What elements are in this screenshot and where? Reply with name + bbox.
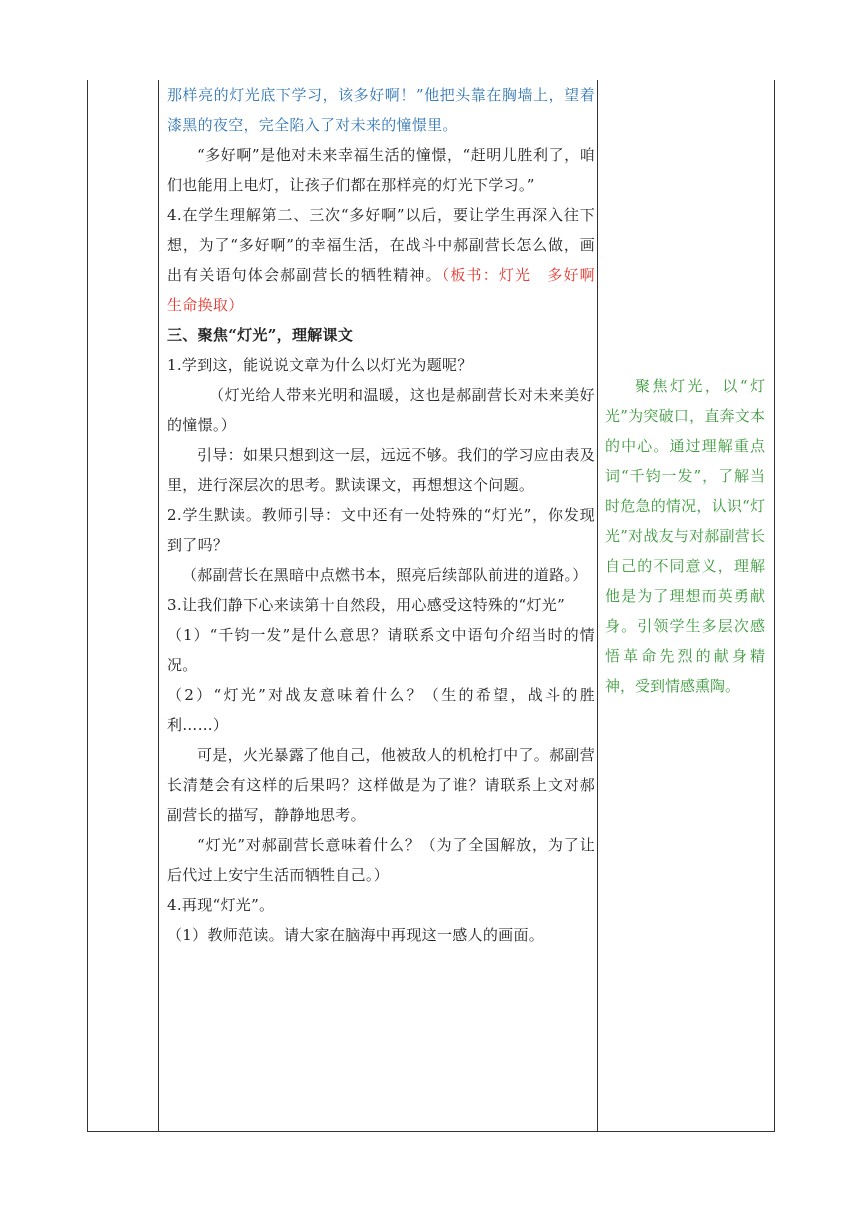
table-divider-2: [597, 80, 598, 1132]
step-4-text: 4.在学生理解第二、三次“多好啊”以后，要让学生再深入往下想，为了“多好啊”的幸福生活，在战斗中郝副营长怎么做，画出有关语句体会郝副营长的牺牲精神。: [167, 206, 595, 284]
design-intent-note: 聚焦灯光，以“灯光”为突破口，直奔文本的中心。通过理解重点词“千钧一发”，了解当时危急的情况，认识“灯光”对战友与对郝副营长自己的不同意义，理解他是为了理想而英勇献身。引领学生多层次感悟革命先烈的献身精神，受到情感熏陶。: [605, 377, 765, 695]
paragraph-firelight: 可是，火光暴露了他自己，他被敌人的机枪打中了。郝副营长清楚会有这样的后果吗？这样做是为了谁？请联系上文对郝副营长的描写，静静地思考。: [167, 746, 595, 824]
teaching-process-cell: [167, 80, 611, 950]
question-3: 3.让我们静下心来读第十自然段，用心感受这特殊的“灯光”: [167, 596, 566, 614]
table-border-right: [774, 80, 775, 1132]
question-4: 4.再现“灯光”。: [167, 896, 275, 914]
question-1: 1.学到这，能说说文章为什么以灯光为题呢？: [167, 356, 473, 374]
step-4-paragraph: [167, 200, 611, 320]
paragraph-meaning: “灯光”对郝副营长意味着什么？（为了全国解放，为了让后代过上安宁生活而牺牲自己。）: [167, 836, 595, 884]
blackboard-note: （板书：灯光 多好啊 生命换取）: [167, 266, 611, 314]
quote-continuation: 那样亮的灯光底下学习，该多好啊！”他把头靠在胸墙上，望着漆黑的夜空，完全陷入了对未来的憧憬里。: [167, 86, 595, 134]
answer-1: （灯光给人带来光明和温暖，这也是郝副营长对未来美好的憧憬。）: [167, 386, 595, 434]
table-divider-1: [158, 80, 159, 1132]
paragraph-happiness: “多好啊”是他对未来幸福生活的憧憬，“赶明儿胜利了，咱们也能用上电灯，让孩子们都在那样亮的灯光下学习。”: [167, 146, 595, 194]
question-4-1: （1）教师范读。请大家在脑海中再现这一感人的画面。: [167, 926, 545, 944]
question-3-2: （2）“灯光”对战友意味着什么？（生的希望，战斗的胜利……）: [167, 686, 595, 734]
section-3-heading: 三、聚焦“灯光”，理解课文: [167, 326, 354, 344]
question-3-1: （1）“千钧一发”是什么意思？请联系文中语句介绍当时的情况。: [167, 626, 595, 674]
answer-2: （郝副营长在黑暗中点燃书本，照亮后续部队前进的道路。）: [182, 566, 588, 584]
lesson-plan-table: [87, 80, 775, 1132]
design-intent-cell: [605, 371, 765, 701]
question-2: 2.学生默读。教师引导：文中还有一处特殊的“灯光”，你发现到了吗？: [167, 506, 595, 554]
guidance-paragraph: 引导：如果只想到这一层，远远不够。我们的学习应由表及里，进行深层次的思考。默读课文，再想想这个问题。: [167, 446, 595, 494]
table-border-left: [87, 80, 88, 1132]
table-border-bottom: [87, 1131, 775, 1132]
